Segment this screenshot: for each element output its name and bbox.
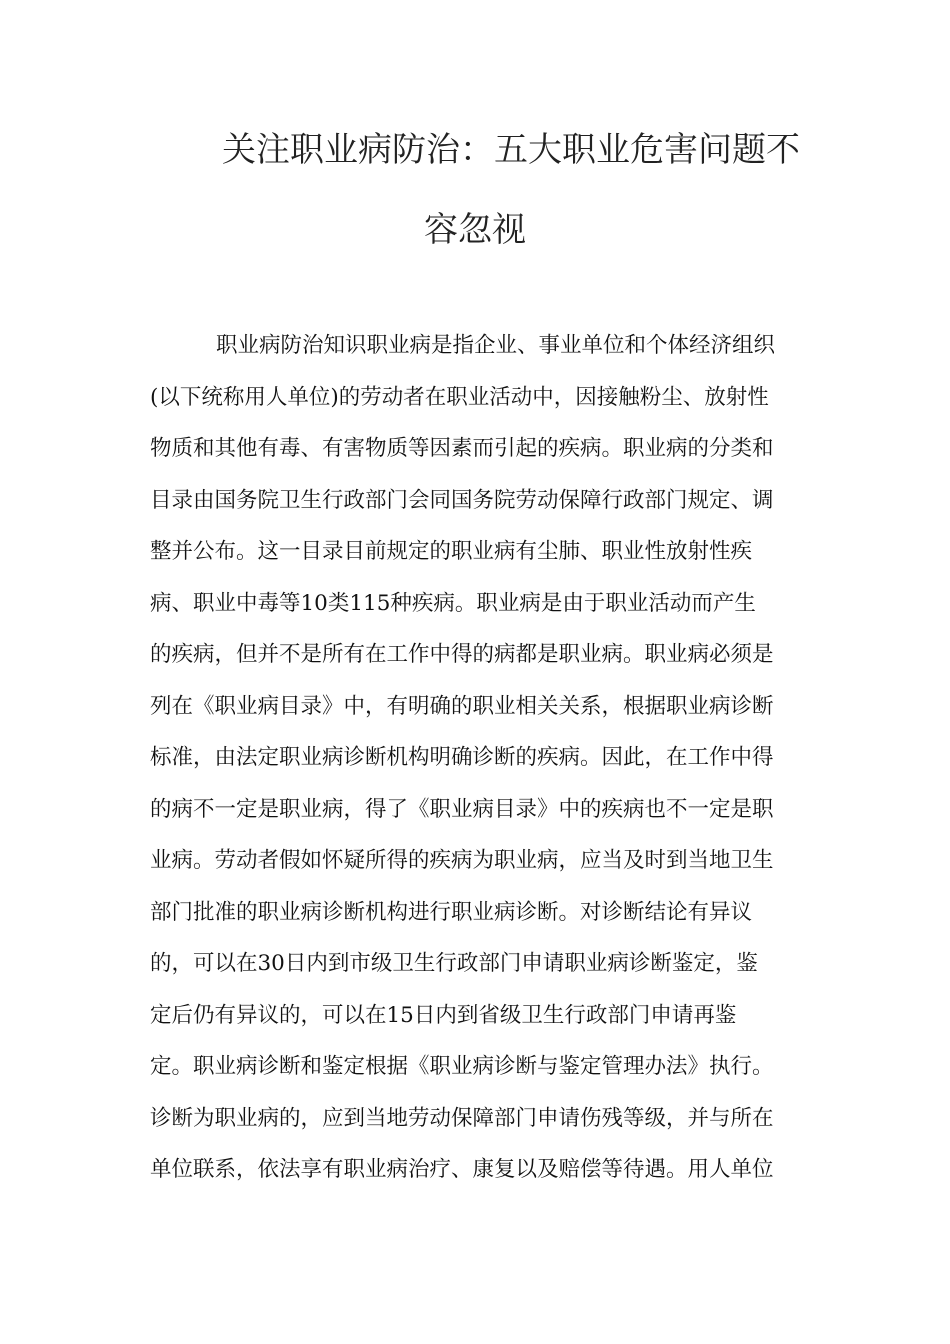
body-paragraph bbox=[150, 320, 798, 1196]
body-line: 整并公布。这一目录目前规定的职业病有尘肺、职业性放射性疾 bbox=[150, 539, 753, 564]
title-line-2: 容忽视 bbox=[424, 210, 526, 250]
body-line: 诊断为职业病的，应到当地劳动保障部门申请伤残等级，并与所在 bbox=[150, 1105, 774, 1131]
body-line: 职业病防治知识职业病是指企业、事业单位和个体经济组织 bbox=[216, 333, 776, 358]
body-line: 病、职业中毒等10类115种疾病。职业病是由于职业活动而产生 bbox=[150, 590, 756, 616]
body-line: 部门批准的职业病诊断机构进行职业病诊断。对诊断结论有异议 bbox=[150, 899, 753, 925]
body-line: (以下统称用人单位)的劳动者在职业活动中，因接触粉尘、放射性 bbox=[150, 384, 769, 410]
body-line: 定后仍有异议的，可以在15日内到省级卫生行政部门申请再鉴 bbox=[150, 1002, 737, 1028]
body-line: 的病不一定是职业病，得了《职业病目录》中的疾病也不一定是职 bbox=[150, 796, 774, 822]
body-line: 的疾病，但并不是所有在工作中得的病都是职业病。职业病必须是 bbox=[150, 642, 774, 667]
body-line: 物质和其他有毒、有害物质等因素而引起的疾病。职业病的分类和 bbox=[150, 436, 774, 461]
body-line: 目录由国务院卫生行政部门会同国务院劳动保障行政部门规定、调 bbox=[150, 487, 774, 513]
body-line: 单位联系，依法享有职业病治疗、康复以及赔偿等待遇。用人单位 bbox=[150, 1157, 774, 1182]
body-line: 业病。劳动者假如怀疑所得的疾病为职业病，应当及时到当地卫生 bbox=[150, 848, 774, 873]
body-line: 定。职业病诊断和鉴定根据《职业病诊断与鉴定管理办法》执行。 bbox=[150, 1054, 774, 1079]
body-line: 的，可以在30日内到市级卫生行政部门申请职业病诊断鉴定，鉴 bbox=[150, 951, 758, 976]
document-title bbox=[150, 110, 800, 270]
title-line-1: 关注职业病防治：五大职业危害问题不 bbox=[222, 130, 800, 170]
body-line: 列在《职业病目录》中，有明确的职业相关关系，根据职业病诊断 bbox=[150, 693, 774, 719]
body-line: 标准，由法定职业病诊断机构明确诊断的疾病。因此，在工作中得 bbox=[150, 745, 774, 770]
